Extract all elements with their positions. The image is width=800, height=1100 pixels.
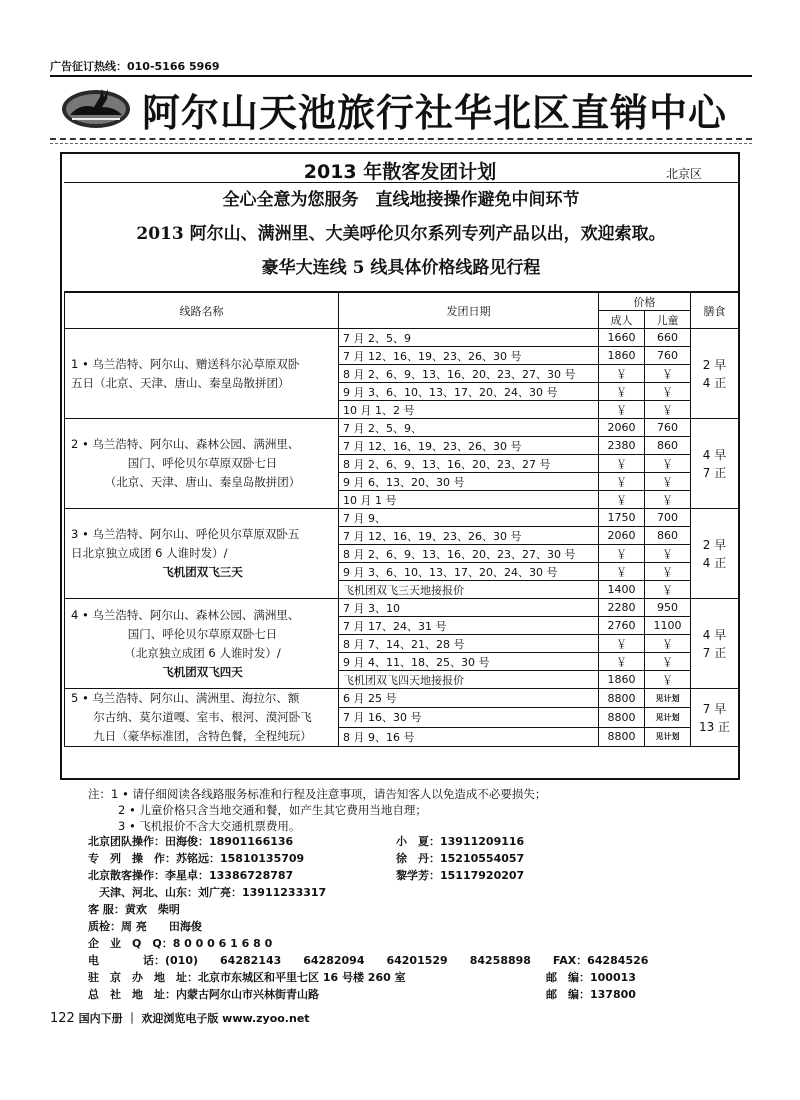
child-price: ￥ xyxy=(645,455,691,473)
adult-price: 1660 xyxy=(599,329,645,347)
adult-price: ￥ xyxy=(599,545,645,563)
adult-price: 2060 xyxy=(599,419,645,437)
child-price: ￥ xyxy=(645,563,691,581)
departure-dates: 9 月 4、11、18、25、30 号 xyxy=(339,653,599,671)
child-price: ￥ xyxy=(645,383,691,401)
contact-right: 小 夏：13911209116 xyxy=(396,835,525,848)
notes xyxy=(88,786,546,834)
contact-left: 天津、河北、山东：刘广亮：13911233317 xyxy=(88,886,327,899)
departure-dates: 7 月 17、24、31 号 xyxy=(339,617,599,635)
child-price: 860 xyxy=(645,527,691,545)
child-price: ￥ xyxy=(645,653,691,671)
slogan-line: 全心全意为您服务 直线地接操作避免中间环节 xyxy=(222,190,580,210)
contact-left: 专 列 操 作：苏铭远：15810135709 xyxy=(88,852,305,865)
child-price: ￥ xyxy=(645,545,691,563)
route-flight-package: 飞机团双飞四天 xyxy=(162,664,243,679)
plan-title: 2013 年散客发团计划 xyxy=(303,161,497,183)
adult-price: ￥ xyxy=(599,653,645,671)
route-name xyxy=(65,419,339,509)
route-line: 3 • 乌兰浩特、阿尔山、呼伦贝尔草原双卧五 xyxy=(71,527,300,541)
meal-line: 4 早 xyxy=(702,627,727,642)
office-zip: 邮 编：100013 xyxy=(546,971,636,984)
departure-dates: 10 月 1、2 号 xyxy=(339,401,599,419)
route-name xyxy=(65,329,339,419)
child-price: 760 xyxy=(645,347,691,365)
adult-price: ￥ xyxy=(599,473,645,491)
header-meals: 膳食 xyxy=(691,293,739,329)
child-price: 见计划 xyxy=(645,689,691,708)
contact-right: 徐 丹：15210554057 xyxy=(396,852,525,865)
hq-address: 总 社 地 址：内蒙古阿尔山市兴林街青山路 xyxy=(88,988,319,1001)
child-price: 760 xyxy=(645,419,691,437)
departure-dates: 7 月 9、 xyxy=(339,509,599,527)
slogan-banner xyxy=(64,182,738,292)
meal-line: 13 正 xyxy=(698,719,731,734)
note-line: 2 • 儿童价格只含当地交通和餐，如产生其它费用当地自理； xyxy=(118,803,427,817)
child-price: ￥ xyxy=(645,491,691,509)
meal-line: 4 早 xyxy=(702,447,727,462)
meal-line: 4 正 xyxy=(702,555,727,570)
child-price: ￥ xyxy=(645,581,691,599)
note-line: 3 • 飞机报价不含大交通机票费用。 xyxy=(118,819,301,833)
meals xyxy=(691,599,739,689)
contact-left: 企 业 Q Q：8 0 0 0 6 1 6 8 0 xyxy=(88,937,273,950)
meals xyxy=(691,419,739,509)
departure-dates: 7 月 3、10 xyxy=(339,599,599,617)
contacts xyxy=(88,833,648,1003)
child-price: 660 xyxy=(645,329,691,347)
meal-line: 2 早 xyxy=(702,537,727,552)
route-name xyxy=(65,599,339,689)
page-number: 122 xyxy=(50,1011,75,1026)
departure-dates: 7 月 2、5、9 xyxy=(339,329,599,347)
header-date: 发团日期 xyxy=(339,293,599,329)
adult-price: ￥ xyxy=(599,563,645,581)
adult-price: ￥ xyxy=(599,383,645,401)
departure-dates: 8 月 2、6、9、13、16、20、23、27、30 号 xyxy=(339,545,599,563)
meal-line: 7 正 xyxy=(702,645,727,660)
child-price: 见计划 xyxy=(645,708,691,727)
route-line: （北京独立成团 6 人谁时发）/ xyxy=(124,645,281,660)
departure-dates: 7 月 12、16、19、23、26、30 号 xyxy=(339,347,599,365)
route-line: 国门、呼伦贝尔草原双卧七日 xyxy=(127,456,278,470)
adult-price: 1750 xyxy=(599,509,645,527)
child-price: 见计划 xyxy=(645,727,691,746)
adult-price: ￥ xyxy=(599,401,645,419)
adult-price: ￥ xyxy=(599,635,645,653)
hq-zip: 邮 编：137800 xyxy=(546,988,636,1001)
route-line: （北京、天津、唐山、秦皇岛散拼团） xyxy=(104,475,301,489)
route-name xyxy=(65,689,339,747)
adult-price: 1860 xyxy=(599,347,645,365)
agency-title: 阿尔山天池旅行社华北区直销中心 xyxy=(142,91,728,135)
route-line: 5 • 乌兰浩特、阿尔山、满洲里、海拉尔、额 xyxy=(71,691,300,705)
meal-line: 2 早 xyxy=(702,357,727,372)
meal-line: 7 正 xyxy=(702,465,727,480)
departure-dates: 8 月 2、6、9、13、16、20、23、27 号 xyxy=(339,455,599,473)
adult-price: 1400 xyxy=(599,581,645,599)
header-route: 线路名称 xyxy=(65,293,339,329)
divider xyxy=(50,143,752,144)
route-name xyxy=(65,509,339,599)
departure-dates: 8 月 2、6、9、13、16、20、23、27、30 号 xyxy=(339,365,599,383)
adult-price: 8800 xyxy=(599,689,645,708)
header-price: 价格 xyxy=(599,293,691,311)
route-line: 4 • 乌兰浩特、阿尔山、森林公园、满洲里、 xyxy=(71,607,300,622)
route-line: 九日（豪华标准团，含特色餐，全程纯玩） xyxy=(93,729,312,743)
route-line: 1 • 乌兰浩特、阿尔山、赠送科尔沁草原双卧 xyxy=(71,356,300,371)
child-price: 860 xyxy=(645,437,691,455)
table-row xyxy=(65,689,739,708)
adult-price: 2380 xyxy=(599,437,645,455)
departure-dates: 7 月 16、30 号 xyxy=(339,708,599,727)
page-footer xyxy=(50,1010,310,1026)
adult-price: ￥ xyxy=(599,365,645,383)
departure-dates: 7 月 12、16、19、23、26、30 号 xyxy=(339,527,599,545)
route-line: 日北京独立成团 6 人谁时发）/ xyxy=(71,546,228,560)
adult-price: 2280 xyxy=(599,599,645,617)
child-price: ￥ xyxy=(645,365,691,383)
departure-dates: 6 月 25 号 xyxy=(339,689,599,708)
deer-logo-icon xyxy=(60,85,132,129)
departure-dates: 8 月 9、16 号 xyxy=(339,727,599,746)
meal-line: 4 正 xyxy=(702,375,727,390)
route-line: 五日（北京、天津、唐山、秦皇岛散拼团） xyxy=(71,375,290,390)
slogan-line: 豪华大连线 5 线具体价格线路见行程 xyxy=(261,258,541,278)
table-row xyxy=(65,329,739,347)
slogan-line: 2013 阿尔山、满洲里、大美呼伦贝尔系列专列产品以出，欢迎索取。 xyxy=(136,224,666,244)
routes-table xyxy=(64,292,739,747)
adult-price: 8800 xyxy=(599,727,645,746)
route-line: 2 • 乌兰浩特、阿尔山、森林公园、满洲里、 xyxy=(71,437,300,451)
ad-hotline: 广告征订热线：010-5166 5969 xyxy=(50,60,220,73)
meals xyxy=(691,509,739,599)
route-line: 尔古纳、莫尔道嘎、室韦、根河、漠河卧飞 xyxy=(93,710,312,724)
header-adult: 成人 xyxy=(599,311,645,329)
departure-dates: 9 月 3、6、10、13、17、20、24、30 号 xyxy=(339,383,599,401)
departure-dates: 7 月 2、5、9、 xyxy=(339,419,599,437)
child-price: 700 xyxy=(645,509,691,527)
tour-plan-box xyxy=(60,152,740,780)
contact-left: 北京散客操作：李星卓：13386728787 xyxy=(88,869,294,882)
meal-line: 7 早 xyxy=(702,701,727,716)
adult-price: 2760 xyxy=(599,617,645,635)
divider xyxy=(50,138,752,140)
child-price: ￥ xyxy=(645,671,691,689)
footer-text: 国内下册 ｜ 欢迎浏览电子版 www.zyoo.net xyxy=(78,1012,310,1025)
region-label: 北京区 xyxy=(665,167,702,181)
table-row xyxy=(65,419,739,437)
table-row xyxy=(65,509,739,527)
meals xyxy=(691,689,739,747)
departure-dates: 9 月 3、6、10、13、17、20、24、30 号 xyxy=(339,563,599,581)
note-line: 注：1 • 请仔细阅读各线路服务标准和行程及注意事项，请告知客人以免造成不必要损失； xyxy=(88,787,547,801)
adult-price: 2060 xyxy=(599,527,645,545)
meals xyxy=(691,329,739,419)
header-child: 儿童 xyxy=(645,311,691,329)
phone-line: 电 话：(010) 64282143 64282094 64201529 84258898 FAX：64284526 xyxy=(88,954,649,967)
departure-dates: 飞机团双飞四天地接报价 xyxy=(339,671,599,689)
child-price: 950 xyxy=(645,599,691,617)
contact-left: 客 服：黄欢 柴明 xyxy=(88,903,180,916)
child-price: ￥ xyxy=(645,473,691,491)
adult-price: 1860 xyxy=(599,671,645,689)
departure-dates: 飞机团双飞三天地接报价 xyxy=(339,581,599,599)
table-row xyxy=(65,599,739,617)
contact-left: 质检：周 亮 田海俊 xyxy=(88,920,202,933)
adult-price: 8800 xyxy=(599,708,645,727)
adult-price: ￥ xyxy=(599,491,645,509)
departure-dates: 10 月 1 号 xyxy=(339,491,599,509)
child-price: ￥ xyxy=(645,635,691,653)
departure-dates: 8 月 7、14、21、28 号 xyxy=(339,635,599,653)
adult-price: ￥ xyxy=(599,455,645,473)
contact-left: 北京团队操作：田海俊：18901166136 xyxy=(88,835,294,848)
child-price: ￥ xyxy=(645,401,691,419)
office-address: 驻 京 办 地 址：北京市东城区和平里七区 16 号楼 260 室 xyxy=(88,971,406,984)
route-flight-package: 飞机团双飞三天 xyxy=(162,565,243,579)
departure-dates: 7 月 12、16、19、23、26、30 号 xyxy=(339,437,599,455)
contact-right: 黎学芳：15117920207 xyxy=(396,869,525,882)
child-price: 1100 xyxy=(645,617,691,635)
route-line: 国门、呼伦贝尔草原双卧七日 xyxy=(127,626,278,641)
departure-dates: 9 月 6、13、20、30 号 xyxy=(339,473,599,491)
